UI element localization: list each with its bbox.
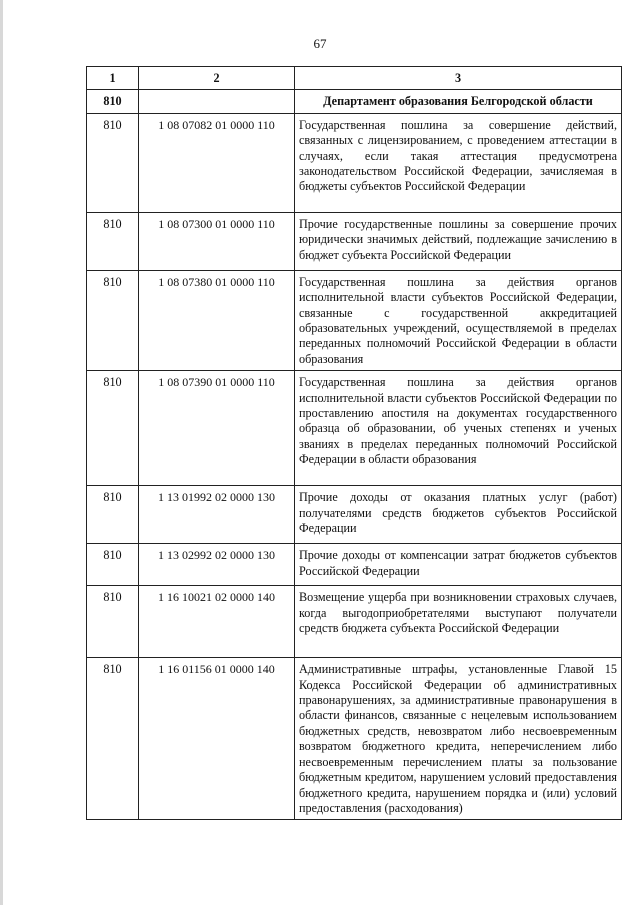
kbk-code-cell: 1 13 01992 02 0000 130	[139, 486, 295, 544]
revenue-name-cell: Прочие доходы от оказания платных услуг (работ) получателями средств бюджетов субъектов Российской Федерации	[295, 486, 622, 544]
scan-edge	[0, 0, 3, 905]
table-row	[87, 586, 622, 658]
revenue-name-cell: Возмещение ущерба при возникновении страховых случаев, когда выгодоприобретателями выступают получатели средств бюджета субъекта Российской Федерации	[295, 586, 622, 658]
admin-code-cell: 810	[87, 586, 139, 658]
kbk-code-cell: 1 16 10021 02 0000 140	[139, 586, 295, 658]
kbk-code-cell: 1 16 01156 01 0000 140	[139, 658, 295, 820]
column-header-1: 1	[87, 67, 139, 90]
revenue-name-cell: Прочие государственные пошлины за совершение прочих юридически значимых действий, подлежащие зачислению в бюджет субъекта Российской Федерации	[295, 212, 622, 270]
revenue-name-cell: Государственная пошлина за совершение действий, связанных с лицензированием, с проведением аттестации в случаях, если такая аттестация предусмотрена законодательством Российской Федерации, зачисляемая в бюджеты субъектов Российской Федерации	[295, 113, 622, 212]
revenue-name-cell: Государственная пошлина за действия органов исполнительной власти субъектов Российской Федерации по проставлению апостиля на документах государственного образца об образовании, об ученых степенях и ученых званиях в пределах переданных полномочий Российской Федерации в области образования	[295, 371, 622, 486]
table-row	[87, 113, 622, 212]
kbk-code-cell: 1 08 07390 01 0000 110	[139, 371, 295, 486]
column-header-3: 3	[295, 67, 622, 90]
revenue-name-cell: Государственная пошлина за действия органов исполнительной власти субъектов Российской Федерации, связанные с государственной аккредитацией образовательных учреждений, осуществляемой в пределах переданных полномочий Российской Федерации в области образования	[295, 270, 622, 370]
column-header-2: 2	[139, 67, 295, 90]
table-row	[87, 270, 622, 370]
page-number: 67	[313, 36, 327, 51]
kbk-code-cell: 1 13 02992 02 0000 130	[139, 544, 295, 586]
table-header-row	[87, 67, 622, 90]
kbk-code-cell: 1 08 07380 01 0000 110	[139, 270, 295, 370]
admin-code-cell: 810	[87, 212, 139, 270]
admin-code-cell: 810	[87, 270, 139, 370]
table-row	[87, 544, 622, 586]
revenue-codes-table	[86, 66, 622, 820]
revenue-name-cell: Административные штрафы, установленные Главой 15 Кодекса Российской Федерации об административных правонарушениях, за административные правонарушения в области финансов, связанные с нецелевым использованием бюджетных средств, невозвратом либо несвоевременным возвратом бюджетного кредита, неперечислением либо несвоевременным перечислением платы за пользование бюджетным кредитом, нарушением условий предоставления бюджетного кредита, нарушением порядка и (или) условий предоставления (расходования)	[295, 658, 622, 820]
admin-code-cell: 810	[87, 113, 139, 212]
table-row	[87, 658, 622, 820]
admin-code-cell: 810	[87, 658, 139, 820]
department-admin-code: 810	[87, 90, 139, 113]
admin-code-cell: 810	[87, 544, 139, 586]
kbk-code-cell: 1 08 07300 01 0000 110	[139, 212, 295, 270]
admin-code-cell: 810	[87, 486, 139, 544]
department-kbk	[139, 90, 295, 113]
revenue-name-cell: Прочие доходы от компенсации затрат бюджетов субъектов Российской Федерации	[295, 544, 622, 586]
table-row	[87, 486, 622, 544]
kbk-code-cell: 1 08 07082 01 0000 110	[139, 113, 295, 212]
department-name: Департамент образования Белгородской области	[295, 90, 622, 113]
table-row	[87, 212, 622, 270]
table-row	[87, 371, 622, 486]
department-row	[87, 90, 622, 113]
admin-code-cell: 810	[87, 371, 139, 486]
